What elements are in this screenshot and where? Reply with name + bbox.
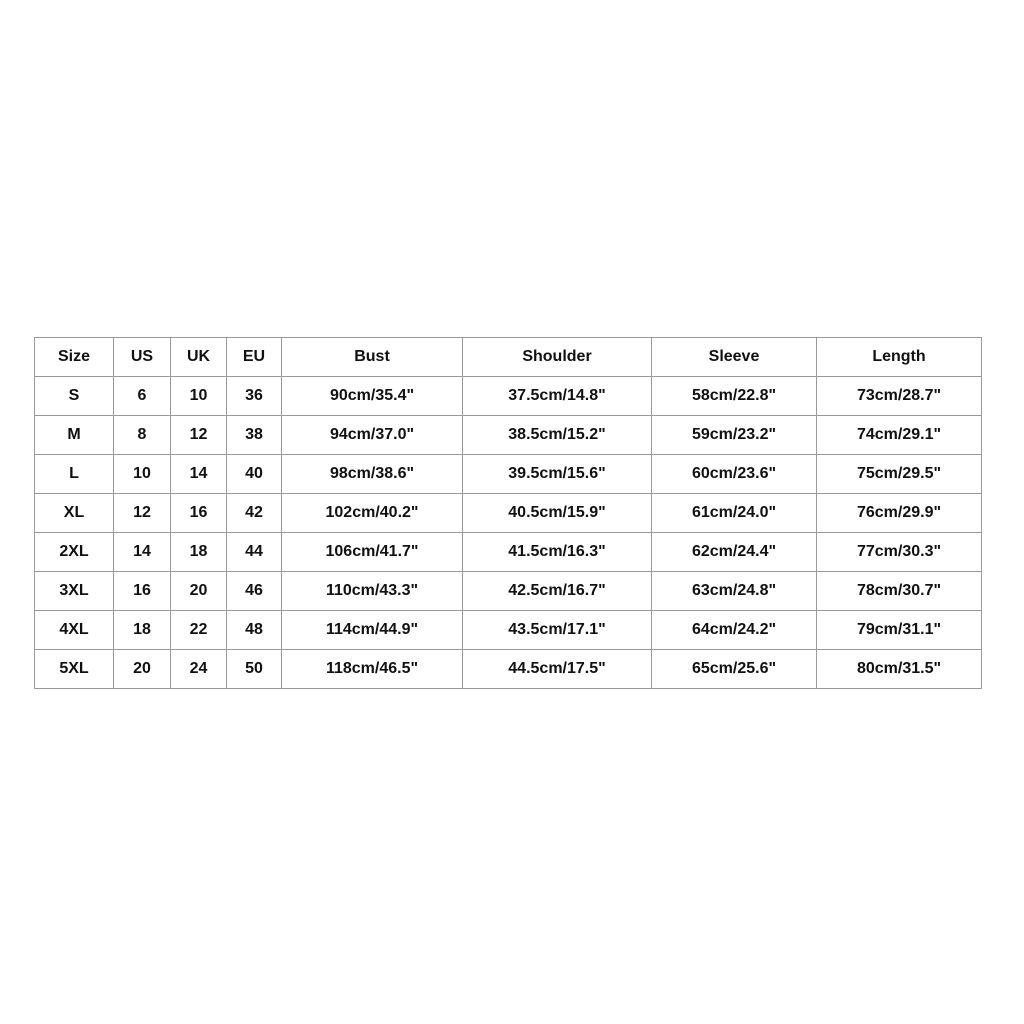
cell-eu: 40 xyxy=(227,455,282,494)
cell-length: 78cm/30.7" xyxy=(817,572,982,611)
cell-length: 76cm/29.9" xyxy=(817,494,982,533)
cell-sleeve: 61cm/24.0" xyxy=(652,494,817,533)
header-length: Length xyxy=(817,338,982,377)
cell-length: 77cm/30.3" xyxy=(817,533,982,572)
cell-shoulder: 40.5cm/15.9" xyxy=(463,494,652,533)
cell-size: S xyxy=(35,377,114,416)
cell-size: L xyxy=(35,455,114,494)
cell-us: 14 xyxy=(114,533,171,572)
cell-eu: 46 xyxy=(227,572,282,611)
header-row xyxy=(35,338,982,377)
cell-uk: 20 xyxy=(171,572,227,611)
cell-us: 16 xyxy=(114,572,171,611)
cell-shoulder: 42.5cm/16.7" xyxy=(463,572,652,611)
cell-length: 80cm/31.5" xyxy=(817,650,982,689)
cell-uk: 18 xyxy=(171,533,227,572)
cell-bust: 94cm/37.0" xyxy=(282,416,463,455)
cell-shoulder: 41.5cm/16.3" xyxy=(463,533,652,572)
cell-us: 6 xyxy=(114,377,171,416)
header-eu: EU xyxy=(227,338,282,377)
cell-bust: 106cm/41.7" xyxy=(282,533,463,572)
table-row xyxy=(35,533,982,572)
cell-uk: 16 xyxy=(171,494,227,533)
cell-eu: 50 xyxy=(227,650,282,689)
table-row xyxy=(35,572,982,611)
cell-uk: 10 xyxy=(171,377,227,416)
cell-bust: 114cm/44.9" xyxy=(282,611,463,650)
table-row xyxy=(35,416,982,455)
cell-length: 75cm/29.5" xyxy=(817,455,982,494)
header-us: US xyxy=(114,338,171,377)
table-row xyxy=(35,611,982,650)
cell-uk: 24 xyxy=(171,650,227,689)
cell-bust: 118cm/46.5" xyxy=(282,650,463,689)
cell-bust: 98cm/38.6" xyxy=(282,455,463,494)
cell-size: 2XL xyxy=(35,533,114,572)
cell-us: 8 xyxy=(114,416,171,455)
size-chart-table xyxy=(34,337,982,689)
cell-shoulder: 43.5cm/17.1" xyxy=(463,611,652,650)
cell-size: 5XL xyxy=(35,650,114,689)
cell-sleeve: 58cm/22.8" xyxy=(652,377,817,416)
cell-bust: 110cm/43.3" xyxy=(282,572,463,611)
cell-size: 4XL xyxy=(35,611,114,650)
cell-sleeve: 63cm/24.8" xyxy=(652,572,817,611)
cell-uk: 12 xyxy=(171,416,227,455)
cell-sleeve: 64cm/24.2" xyxy=(652,611,817,650)
header-uk: UK xyxy=(171,338,227,377)
cell-sleeve: 59cm/23.2" xyxy=(652,416,817,455)
header-shoulder: Shoulder xyxy=(463,338,652,377)
cell-eu: 42 xyxy=(227,494,282,533)
header-size: Size xyxy=(35,338,114,377)
cell-us: 18 xyxy=(114,611,171,650)
cell-us: 12 xyxy=(114,494,171,533)
cell-length: 79cm/31.1" xyxy=(817,611,982,650)
cell-bust: 90cm/35.4" xyxy=(282,377,463,416)
cell-uk: 22 xyxy=(171,611,227,650)
cell-shoulder: 37.5cm/14.8" xyxy=(463,377,652,416)
cell-us: 20 xyxy=(114,650,171,689)
cell-size: M xyxy=(35,416,114,455)
table-row xyxy=(35,494,982,533)
cell-eu: 48 xyxy=(227,611,282,650)
table-row xyxy=(35,650,982,689)
header-bust: Bust xyxy=(282,338,463,377)
cell-shoulder: 39.5cm/15.6" xyxy=(463,455,652,494)
cell-bust: 102cm/40.2" xyxy=(282,494,463,533)
table-row xyxy=(35,377,982,416)
cell-length: 74cm/29.1" xyxy=(817,416,982,455)
cell-size: XL xyxy=(35,494,114,533)
cell-shoulder: 44.5cm/17.5" xyxy=(463,650,652,689)
header-sleeve: Sleeve xyxy=(652,338,817,377)
cell-sleeve: 62cm/24.4" xyxy=(652,533,817,572)
cell-length: 73cm/28.7" xyxy=(817,377,982,416)
cell-uk: 14 xyxy=(171,455,227,494)
cell-eu: 44 xyxy=(227,533,282,572)
cell-sleeve: 65cm/25.6" xyxy=(652,650,817,689)
cell-shoulder: 38.5cm/15.2" xyxy=(463,416,652,455)
cell-size: 3XL xyxy=(35,572,114,611)
table-row xyxy=(35,455,982,494)
cell-eu: 36 xyxy=(227,377,282,416)
cell-eu: 38 xyxy=(227,416,282,455)
cell-sleeve: 60cm/23.6" xyxy=(652,455,817,494)
cell-us: 10 xyxy=(114,455,171,494)
